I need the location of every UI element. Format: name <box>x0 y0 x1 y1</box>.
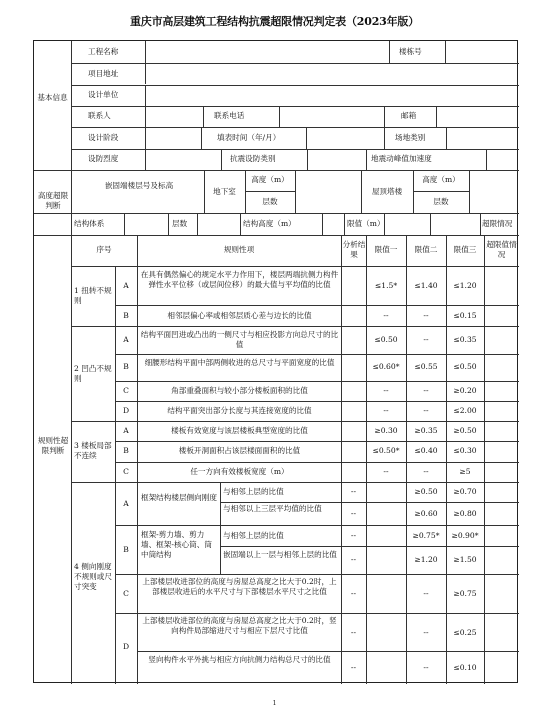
item-2c: 角部重叠面积与较小部分楼板面积的比值 <box>171 386 308 395</box>
item-4a-sub: 框架结构楼层侧向刚度 <box>141 493 217 502</box>
row-letter: D <box>122 642 130 651</box>
value-cell: ≥0.75 <box>453 589 477 598</box>
group-2-label: 2 凹凸不规则 <box>74 364 112 383</box>
value-cell: -- <box>423 467 429 476</box>
value-cell: ≥0.70 <box>453 487 477 496</box>
intensity-label: 设防烈度 <box>88 154 119 163</box>
row-letter: C <box>123 467 129 476</box>
row-letter: C <box>123 589 129 598</box>
item-2a: 结构平面凹进或凸出的一侧尺寸与相应投影方向总尺寸的比值 <box>140 330 339 349</box>
embed-label: 嵌固端楼层号及标高 <box>104 181 174 190</box>
group-4-label: 4 侧向刚度不规则或尺寸突变 <box>74 562 112 591</box>
item-3c: 任一方向有效楼板宽度（m） <box>190 467 289 476</box>
value-cell: -- <box>423 628 429 637</box>
col-limit-3: 限值三 <box>453 245 477 254</box>
item-4b2: 嵌固端以上一层与相邻上层的比值 <box>223 550 337 559</box>
project-name-label: 工程名称 <box>88 47 119 56</box>
value-cell: -- <box>350 509 357 518</box>
item-1b: 相邻层偏心率或相邻层质心差与边长的比值 <box>167 311 312 320</box>
value-cell: ≥0.30 <box>374 426 398 435</box>
value-cell: -- <box>383 386 389 395</box>
basement-floors-label: 层数 <box>262 197 278 206</box>
value-cell: ≤0.25 <box>453 628 477 637</box>
page-title: 重庆市高层建筑工程结构抗震超限情况判定表（2023年版） <box>129 15 419 28</box>
stage-label: 设计阶段 <box>88 133 119 142</box>
value-cell: ≤0.50* <box>372 446 400 455</box>
col-limit-1: 限值一 <box>374 245 398 254</box>
row-letter: A <box>123 335 129 344</box>
row-letter: B <box>123 446 129 455</box>
item-2b: 细腰形结构平面中部两侧收进的总尺寸与平面宽度的比值 <box>144 358 335 367</box>
phone-label: 联系电话 <box>214 111 245 120</box>
struct-system-label: 结构体系 <box>74 219 105 228</box>
value-cell: ≤0.50 <box>453 362 477 371</box>
value-cell: -- <box>383 406 389 415</box>
value-cell: ≤1.5* <box>374 281 398 290</box>
value-cell: ≥0.75* <box>412 531 440 540</box>
struct-height-label: 结构高度（m） <box>243 219 296 228</box>
limit-label: 限值（m） <box>347 219 385 228</box>
value-cell: -- <box>350 487 357 496</box>
value-cell: -- <box>350 663 357 672</box>
value-cell: ≥0.50 <box>414 487 438 496</box>
address-label: 项目地址 <box>88 69 119 78</box>
item-4d2: 竖向构件水平外挑与相应方向抗侧力结构总尺寸的比值 <box>148 655 331 664</box>
value-cell: ≥1.50 <box>453 555 477 564</box>
value-cell: ≥0.50 <box>453 426 477 435</box>
value-cell: ≤0.35 <box>453 335 477 344</box>
row-letter: D <box>122 406 130 415</box>
value-cell: ≤0.15 <box>453 311 477 320</box>
email-label: 邮箱 <box>401 111 417 120</box>
roof-height-label: 高度（m） <box>422 175 460 184</box>
roof-floors-label: 层数 <box>433 197 449 206</box>
judgement-table <box>33 40 518 683</box>
value-cell: ≤1.20 <box>453 281 477 290</box>
value-cell: ≤1.40 <box>414 281 438 290</box>
item-4c: 上部楼层收进部位的高度与房屋总高度之比大于0.2时，上部楼层收进后的水平尺寸与下部楼层水平尺寸之比值 <box>142 577 337 596</box>
value-cell: -- <box>383 467 389 476</box>
value-cell: ≥5 <box>459 467 471 476</box>
value-cell: ≥0.80 <box>453 509 477 518</box>
basement-height-label: 高度（m） <box>251 175 289 184</box>
value-cell: -- <box>423 335 429 344</box>
floors-label: 层数 <box>172 219 188 228</box>
row-letter: B <box>123 362 129 371</box>
basement-label: 地下室 <box>213 187 236 196</box>
design-unit-label: 设计单位 <box>88 90 119 99</box>
col-no: 序号 <box>96 245 112 254</box>
contact-label: 联系人 <box>88 111 111 120</box>
row-letter: B <box>123 311 129 320</box>
col-over: 超限值情况 <box>486 240 517 259</box>
group-label: 抗震设防类别 <box>230 154 276 163</box>
value-cell: -- <box>350 531 357 540</box>
row-letter: A <box>123 281 129 290</box>
over-label: 超限情况 <box>482 219 513 228</box>
value-cell: -- <box>423 589 429 598</box>
value-cell: -- <box>423 386 429 395</box>
roof-tower-label: 屋顶塔楼 <box>371 187 403 196</box>
site-class-label: 场地类别 <box>395 133 426 142</box>
value-cell: ≤0.60* <box>372 362 400 371</box>
group-3-label: 3 楼板局部不连续 <box>74 441 112 460</box>
row-letter: A <box>123 499 129 508</box>
value-cell: ≥0.20 <box>453 386 477 395</box>
building-no-label: 楼栋号 <box>399 47 422 56</box>
value-cell: ≤0.30 <box>453 446 477 455</box>
value-cell: ≤0.10 <box>453 663 477 672</box>
col-item: 规则性项 <box>223 245 255 254</box>
height-section-label: 高度超限判断 <box>37 191 69 210</box>
value-cell: -- <box>350 628 357 637</box>
value-cell: -- <box>423 663 429 672</box>
item-1a: 在具有偶然偏心的规定水平力作用下，楼层两端抗侧力构件弹性水平位移（或层间位移）的最大值与平均值的比值 <box>140 270 339 289</box>
value-cell: ≤0.50 <box>374 335 398 344</box>
item-4b-sub: 框架-剪力墙、剪力墙、框架-核心筒、筒中筒结构 <box>141 530 212 559</box>
value-cell: -- <box>350 589 357 598</box>
group-1-label: 1 扭转不规则 <box>74 286 112 305</box>
value-cell: ≥0.35 <box>414 426 438 435</box>
col-limit-2: 限值二 <box>414 245 438 254</box>
item-2d: 结构平面突出部分长度与其连接宽度的比值 <box>167 406 312 415</box>
row-letter: C <box>123 386 129 395</box>
item-4b1: 与相邻上层的比值 <box>223 531 284 540</box>
item-3b: 楼板开洞面积占该层楼面面积的比值 <box>178 446 301 455</box>
value-cell: ≤0.55 <box>414 362 438 371</box>
value-cell: -- <box>350 555 357 564</box>
value-cell: ≥0.60 <box>414 509 438 518</box>
value-cell: ≤2.00 <box>453 406 477 415</box>
col-result: 分析结果 <box>342 240 366 259</box>
row-letter: A <box>123 426 129 435</box>
value-cell: ≤0.40 <box>414 446 438 455</box>
item-3a: 楼板有效宽度与该层楼板典型宽度的比值 <box>171 426 308 435</box>
accel-label: 地震动峰值加速度 <box>371 154 432 163</box>
value-cell: ≥1.20 <box>414 555 438 564</box>
item-4d1: 上部楼层收进部位的高度与房屋总高度之比大于0.2时，竖向构件局部缩进尺寸与相应下层尺寸比值 <box>142 616 337 635</box>
fill-time-label: 填表时间（年/月） <box>217 133 281 142</box>
value-cell: -- <box>423 406 429 415</box>
item-4a2: 与相邻以上三层平均值的比值 <box>223 504 322 513</box>
value-cell: ≥0.90* <box>451 531 479 540</box>
value-cell: -- <box>383 311 389 320</box>
item-4a1: 与相邻上层的比值 <box>223 487 284 496</box>
row-letter: B <box>123 545 129 554</box>
basic-section-label: 基本信息 <box>37 93 68 102</box>
page-number: 1 <box>272 700 277 707</box>
irregular-section-label: 规则性超限判断 <box>37 436 69 455</box>
value-cell: -- <box>423 311 429 320</box>
